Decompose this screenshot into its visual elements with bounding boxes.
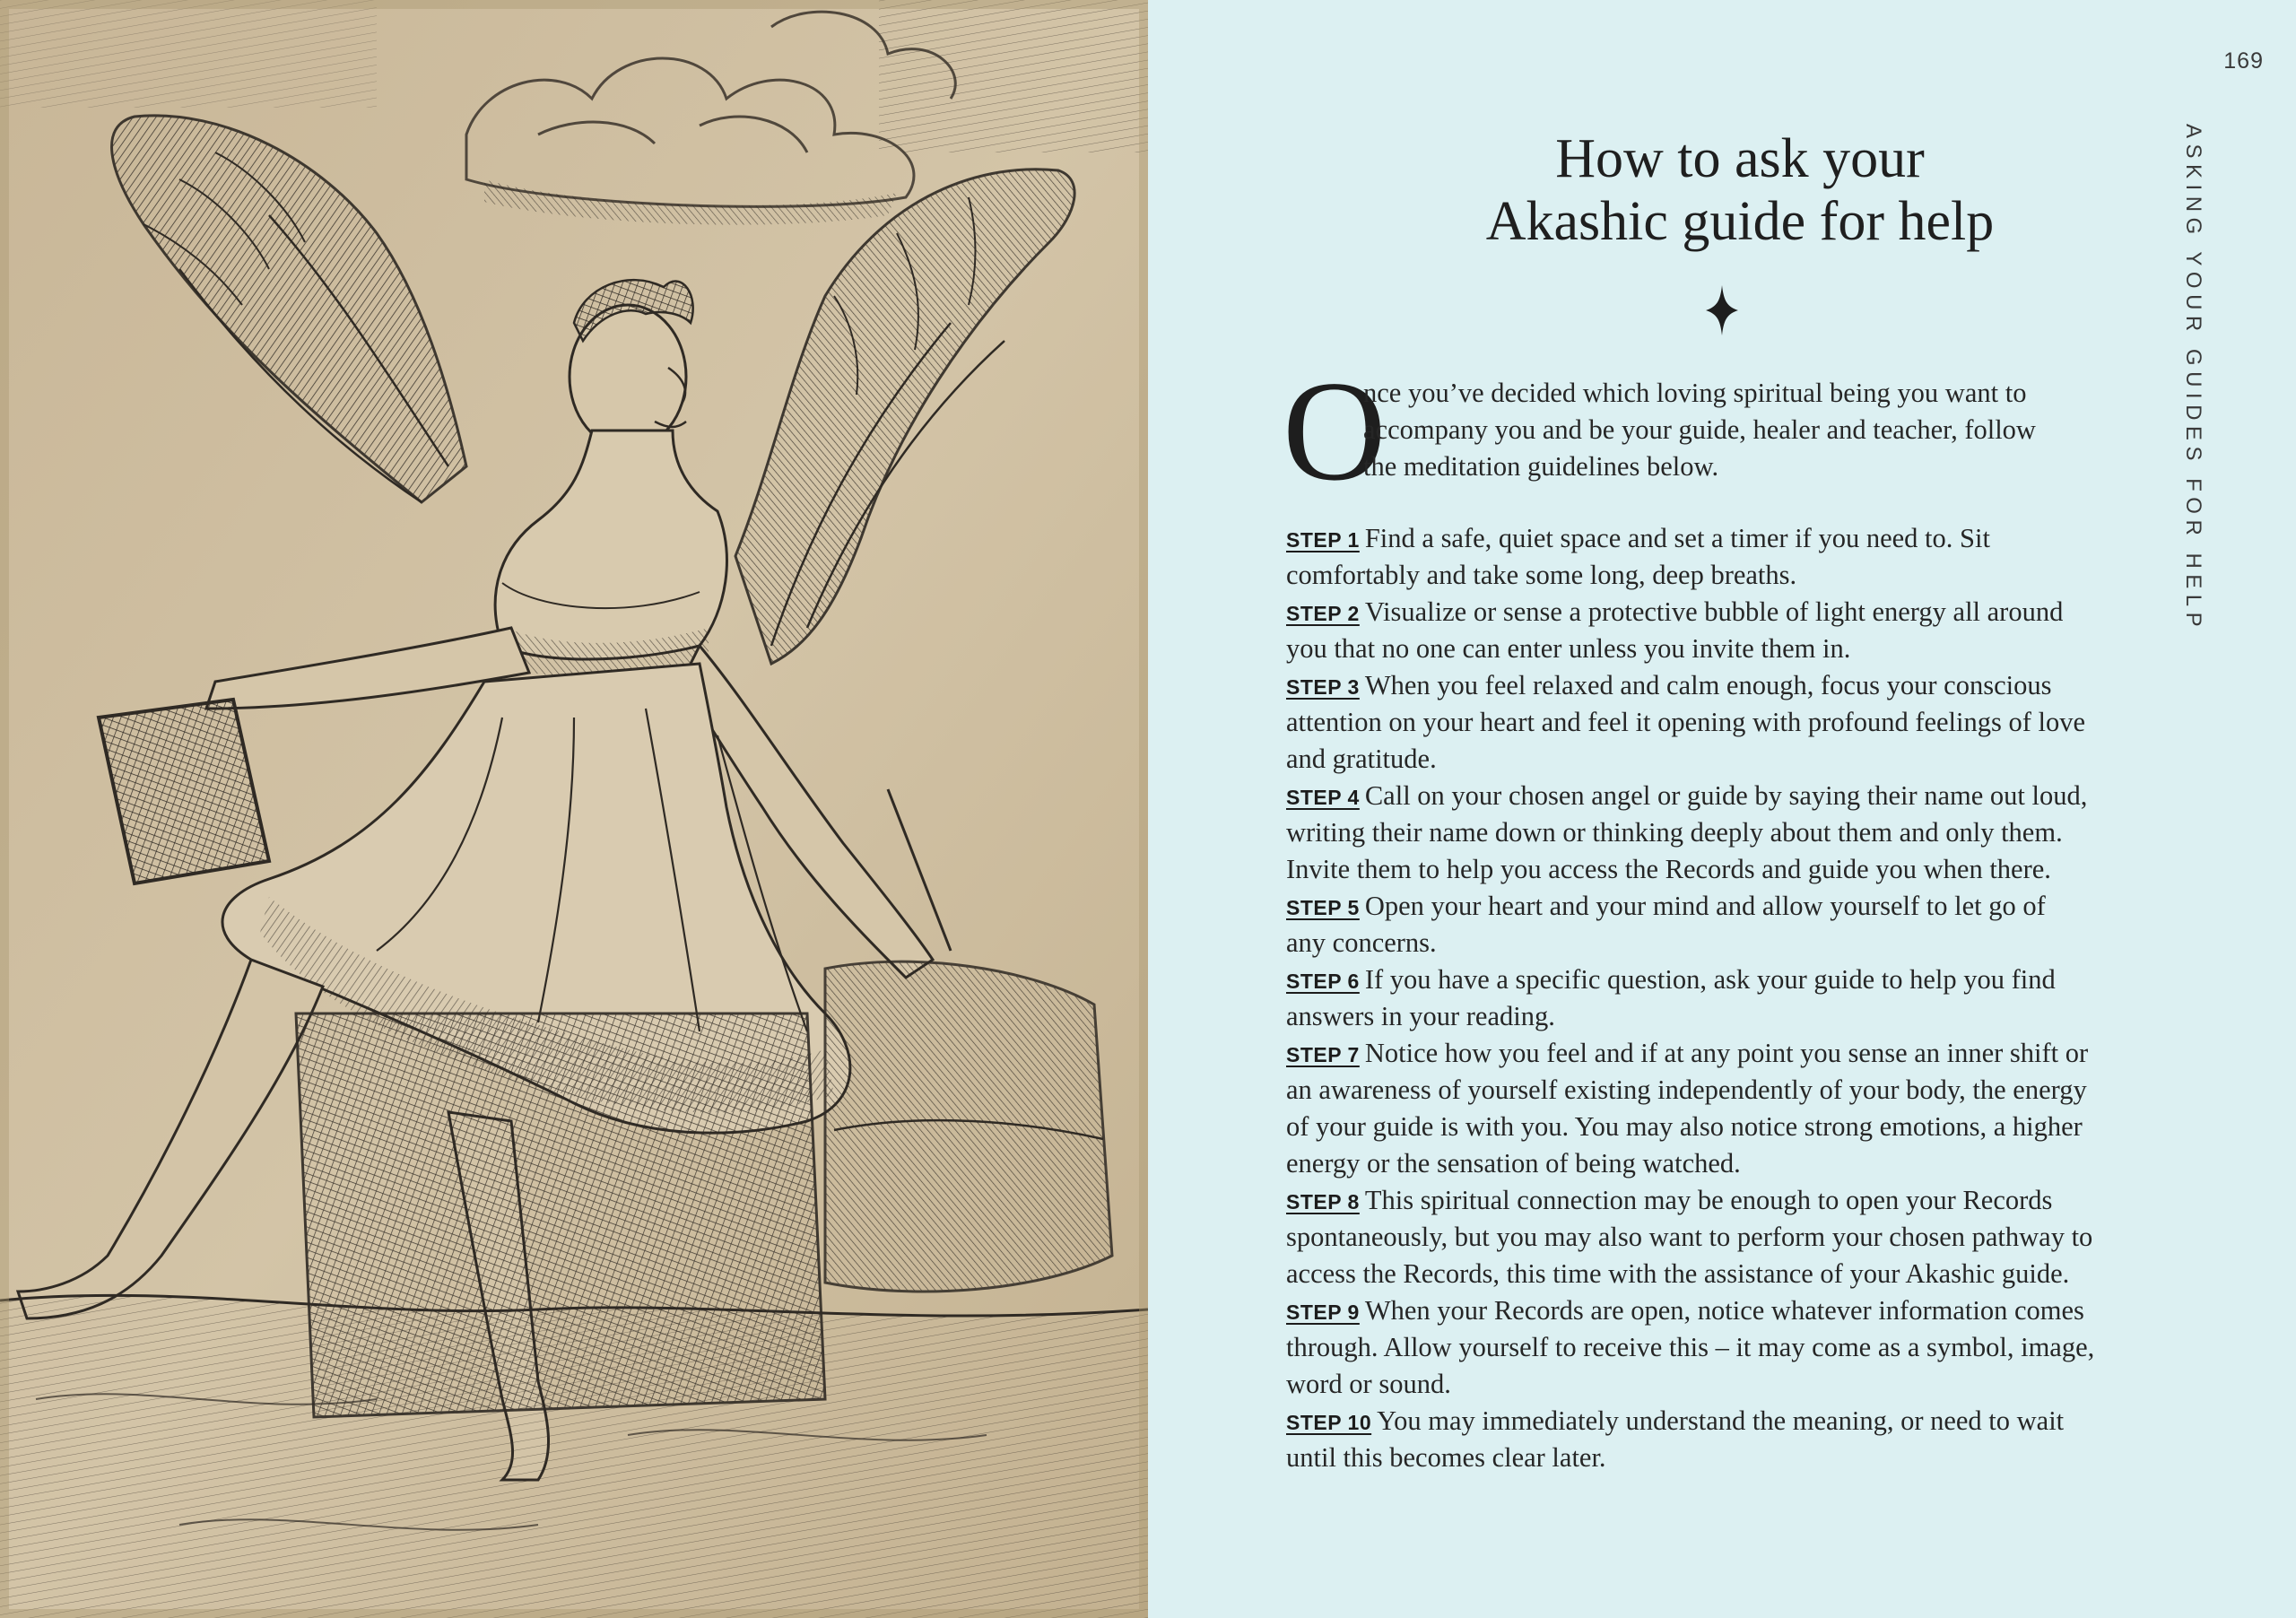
step-text: Call on your chosen angel or guide by saying their name out loud, — [1364, 780, 2088, 811]
step-line: until this becomes clear later. — [1286, 1442, 1606, 1473]
step-line: spontaneously, but you may also want to perform your chosen pathway to — [1286, 1222, 2093, 1252]
step-line — [1286, 888, 2296, 925]
step-line: attention on your heart and feel it opening with profound feelings of love — [1286, 707, 2086, 737]
step-label: STEP 3 — [1286, 675, 1360, 699]
step-text: Open your heart and your mind and allow yourself to let go of — [1364, 891, 2046, 921]
page-number: 169 — [2223, 48, 2264, 74]
step-label: STEP 9 — [1286, 1300, 1360, 1324]
step-text: Visualize or sense a protective bubble of light energy all around — [1364, 596, 2064, 627]
step-line: through. Allow yourself to receive this – it may come as a symbol, image, — [1286, 1332, 2095, 1362]
step-line — [1286, 1035, 2296, 1072]
step-line: access the Records, this time with the assistance of your Akashic guide. — [1286, 1258, 2070, 1289]
step-line: and gratitude. — [1286, 744, 1437, 774]
right-page-text — [1148, 0, 2296, 1618]
step-item — [1286, 667, 2296, 778]
step-line: energy or the sensation of being watched. — [1286, 1148, 1741, 1179]
intro-line: nce you’ve decided which loving spiritual being you want to — [1363, 378, 2027, 408]
step-line: of your guide is with you. You may also notice strong emotions, a higher — [1286, 1111, 2083, 1142]
step-text: When you feel relaxed and calm enough, focus your conscious — [1364, 670, 2052, 700]
step-label: STEP 1 — [1286, 528, 1360, 552]
article-body — [1283, 351, 2296, 1476]
step-label: STEP 5 — [1286, 896, 1360, 919]
step-line: answers in your reading. — [1286, 1001, 1555, 1031]
step-label: STEP 8 — [1286, 1190, 1360, 1214]
step-line — [1286, 778, 2296, 814]
step-text: When your Records are open, notice whatever information comes — [1364, 1295, 2084, 1326]
intro-paragraph — [1283, 351, 2296, 510]
step-item — [1286, 961, 2296, 1035]
step-line — [1286, 1182, 2296, 1219]
drop-cap: O — [1283, 351, 1387, 510]
step-label: STEP 6 — [1286, 970, 1360, 993]
step-line: Invite them to help you access the Records and guide you when there. — [1286, 854, 2051, 884]
step-text: If you have a specific question, ask your guide to help you find — [1364, 964, 2056, 995]
step-line — [1286, 594, 2296, 631]
step-text: Find a safe, quiet space and set a timer if you need to. Sit — [1364, 523, 1990, 553]
step-item — [1286, 1292, 2296, 1403]
step-line: any concerns. — [1286, 927, 1437, 958]
title-line: How to ask your — [1555, 128, 1925, 189]
step-text: Notice how you feel and if at any point you sense an inner shift or — [1364, 1038, 2089, 1068]
step-label: STEP 4 — [1286, 786, 1360, 809]
step-line: writing their name down or thinking deeply about them and only them. — [1286, 817, 2063, 848]
step-item — [1286, 1403, 2296, 1476]
step-line: comfortably and take some long, deep breaths. — [1286, 560, 1797, 590]
step-label: STEP 7 — [1286, 1043, 1360, 1066]
step-item — [1286, 1182, 2296, 1292]
step-line — [1286, 1292, 2296, 1329]
step-line — [1286, 961, 2296, 998]
step-line — [1286, 1403, 2296, 1440]
four-point-star-icon — [1706, 285, 1738, 335]
step-label: STEP 10 — [1286, 1411, 1372, 1434]
step-line: an awareness of yourself existing independently of your body, the energy — [1286, 1074, 2087, 1105]
step-line — [1286, 520, 2296, 557]
intro-line: the meditation guidelines below. — [1363, 451, 1719, 482]
step-item — [1286, 888, 2296, 961]
step-item — [1286, 520, 2296, 594]
step-item — [1286, 594, 2296, 667]
step-text: You may immediately understand the meaning, or need to wait — [1377, 1405, 2065, 1436]
step-text: This spiritual connection may be enough to open your Records — [1364, 1185, 2053, 1215]
step-item — [1286, 778, 2296, 888]
intro-line: accompany you and be your guide, healer and teacher, follow — [1363, 414, 2036, 445]
step-line: you that no one can enter unless you invite them in. — [1286, 633, 1851, 664]
steps-list — [1286, 520, 2296, 1476]
page-title — [1256, 127, 2224, 253]
step-line: word or sound. — [1286, 1369, 1451, 1399]
step-item — [1286, 1035, 2296, 1182]
step-label: STEP 2 — [1286, 602, 1360, 625]
running-header: ASKING YOUR GUIDES FOR HELP — [2181, 124, 2205, 633]
title-line: Akashic guide for help — [1485, 191, 1995, 252]
step-line — [1286, 667, 2296, 704]
